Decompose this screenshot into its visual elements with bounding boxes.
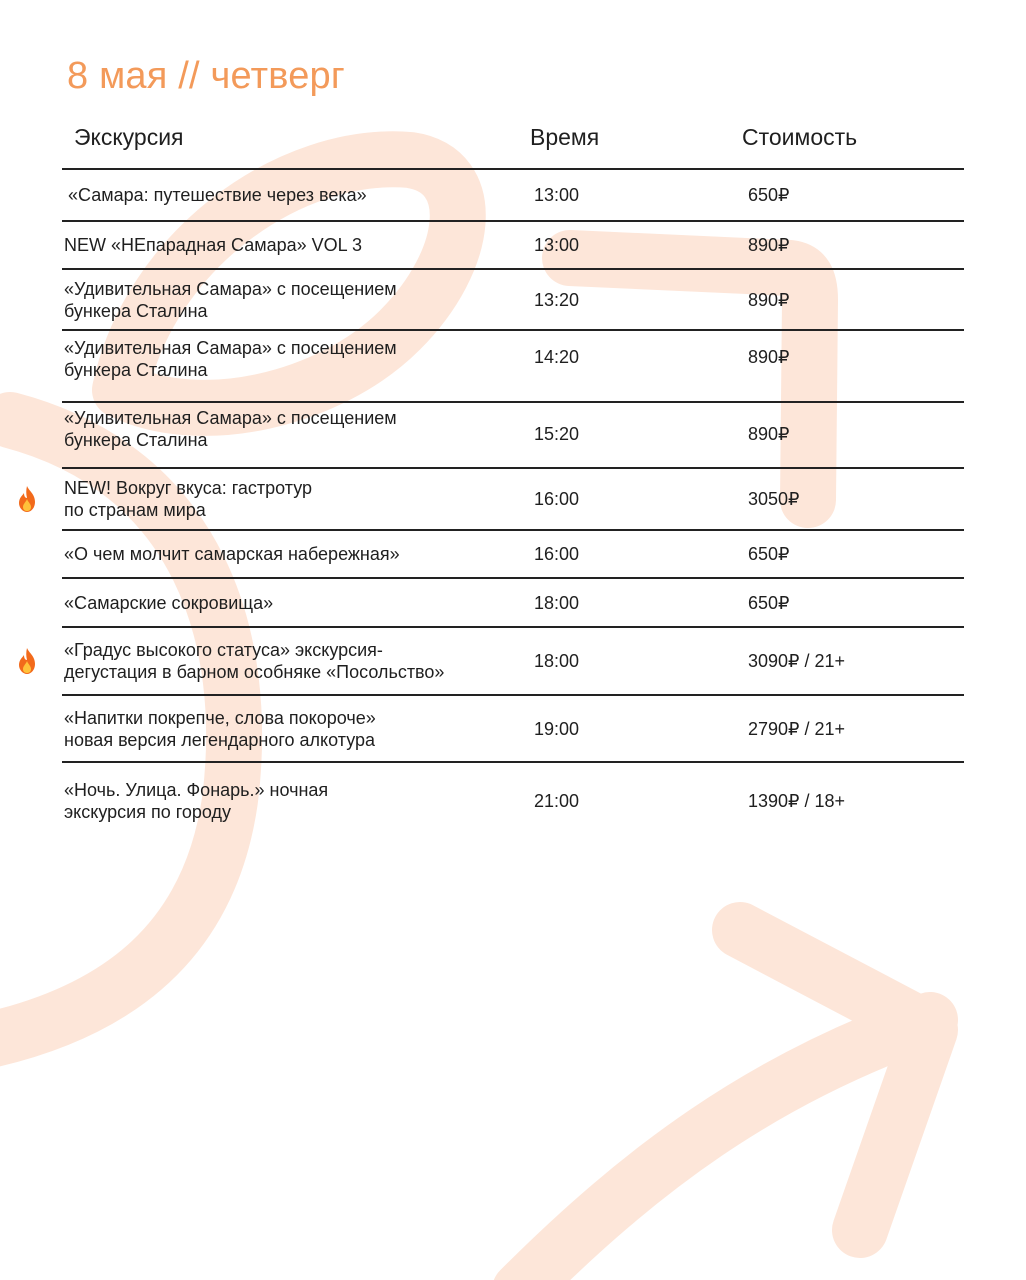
excursion-time: 21:00 xyxy=(534,791,580,811)
table-row xyxy=(62,401,964,467)
excursion-time: 13:00 xyxy=(534,185,580,205)
excursion-name: NEW! Вокруг вкуса: гастротур по странам мира xyxy=(64,478,313,520)
excursion-price: 890₽ xyxy=(748,346,790,367)
column-header-time: Время xyxy=(530,124,600,150)
excursion-time: 19:00 xyxy=(534,718,580,739)
column-header-price: Стоимость xyxy=(742,124,858,150)
excursion-time: 14:20 xyxy=(534,346,580,367)
excursion-time: 18:00 xyxy=(534,592,580,613)
excursion-price: 650₽ xyxy=(748,544,790,564)
excursion-name: «Самара: путешествие через века» xyxy=(68,185,367,205)
excursion-name: «Ночь. Улица. Фонарь.» ночная экскурсия по городу xyxy=(64,780,329,822)
excursion-price: 3090₽ / 21+ xyxy=(748,651,846,671)
table-row xyxy=(62,329,964,401)
excursion-price: 890₽ xyxy=(748,235,790,255)
table-row xyxy=(62,761,964,839)
table-row xyxy=(62,268,964,329)
excursion-time: 15:20 xyxy=(534,423,580,444)
excursion-name: «Напитки покрепче, слова покороче» новая версия легендарного алкотура xyxy=(64,707,376,750)
excursion-time: 18:00 xyxy=(534,651,580,671)
excursion-price: 650₽ xyxy=(748,592,790,613)
excursion-name: «Удивительная Самара» с посещением бункера Сталина xyxy=(64,278,397,321)
excursion-name: «Удивительная Самара» с посещением бункера Сталина xyxy=(64,338,397,380)
excursion-name: «Удивительная Самара» с посещением бункера Сталина xyxy=(64,407,397,450)
excursion-name: NEW «НЕпарадная Самара» VOL 3 xyxy=(64,235,362,255)
table-row xyxy=(62,694,964,761)
excursion-time: 16:00 xyxy=(534,489,580,509)
page-title: 8 мая // четверг xyxy=(67,55,345,97)
table-row xyxy=(62,577,964,626)
column-header-excursion: Экскурсия xyxy=(74,124,184,150)
table-row xyxy=(62,168,964,220)
table-row xyxy=(62,626,964,694)
schedule-table xyxy=(62,168,964,839)
excursion-price: 890₽ xyxy=(748,289,790,310)
excursion-name: «Самарские сокровища» xyxy=(64,592,274,613)
table-row xyxy=(62,467,964,529)
excursion-name: «О чем молчит самарская набережная» xyxy=(64,544,400,564)
excursion-time: 13:20 xyxy=(534,289,580,310)
excursion-price: 2790₽ / 21+ xyxy=(748,718,846,739)
excursion-price: 890₽ xyxy=(748,423,790,444)
table-row xyxy=(62,220,964,268)
fire-icon xyxy=(16,647,38,675)
excursion-time: 16:00 xyxy=(534,544,580,564)
table-row xyxy=(62,529,964,577)
excursion-name: «Градус высокого статуса» экскурсия- дегустация в барном особняке «Посольство» xyxy=(64,640,445,682)
excursion-price: 1390₽ / 18+ xyxy=(748,791,846,811)
excursion-price: 3050₽ xyxy=(748,489,800,509)
excursion-time: 13:00 xyxy=(534,235,580,255)
fire-icon xyxy=(16,485,38,513)
excursion-price: 650₽ xyxy=(748,185,790,205)
